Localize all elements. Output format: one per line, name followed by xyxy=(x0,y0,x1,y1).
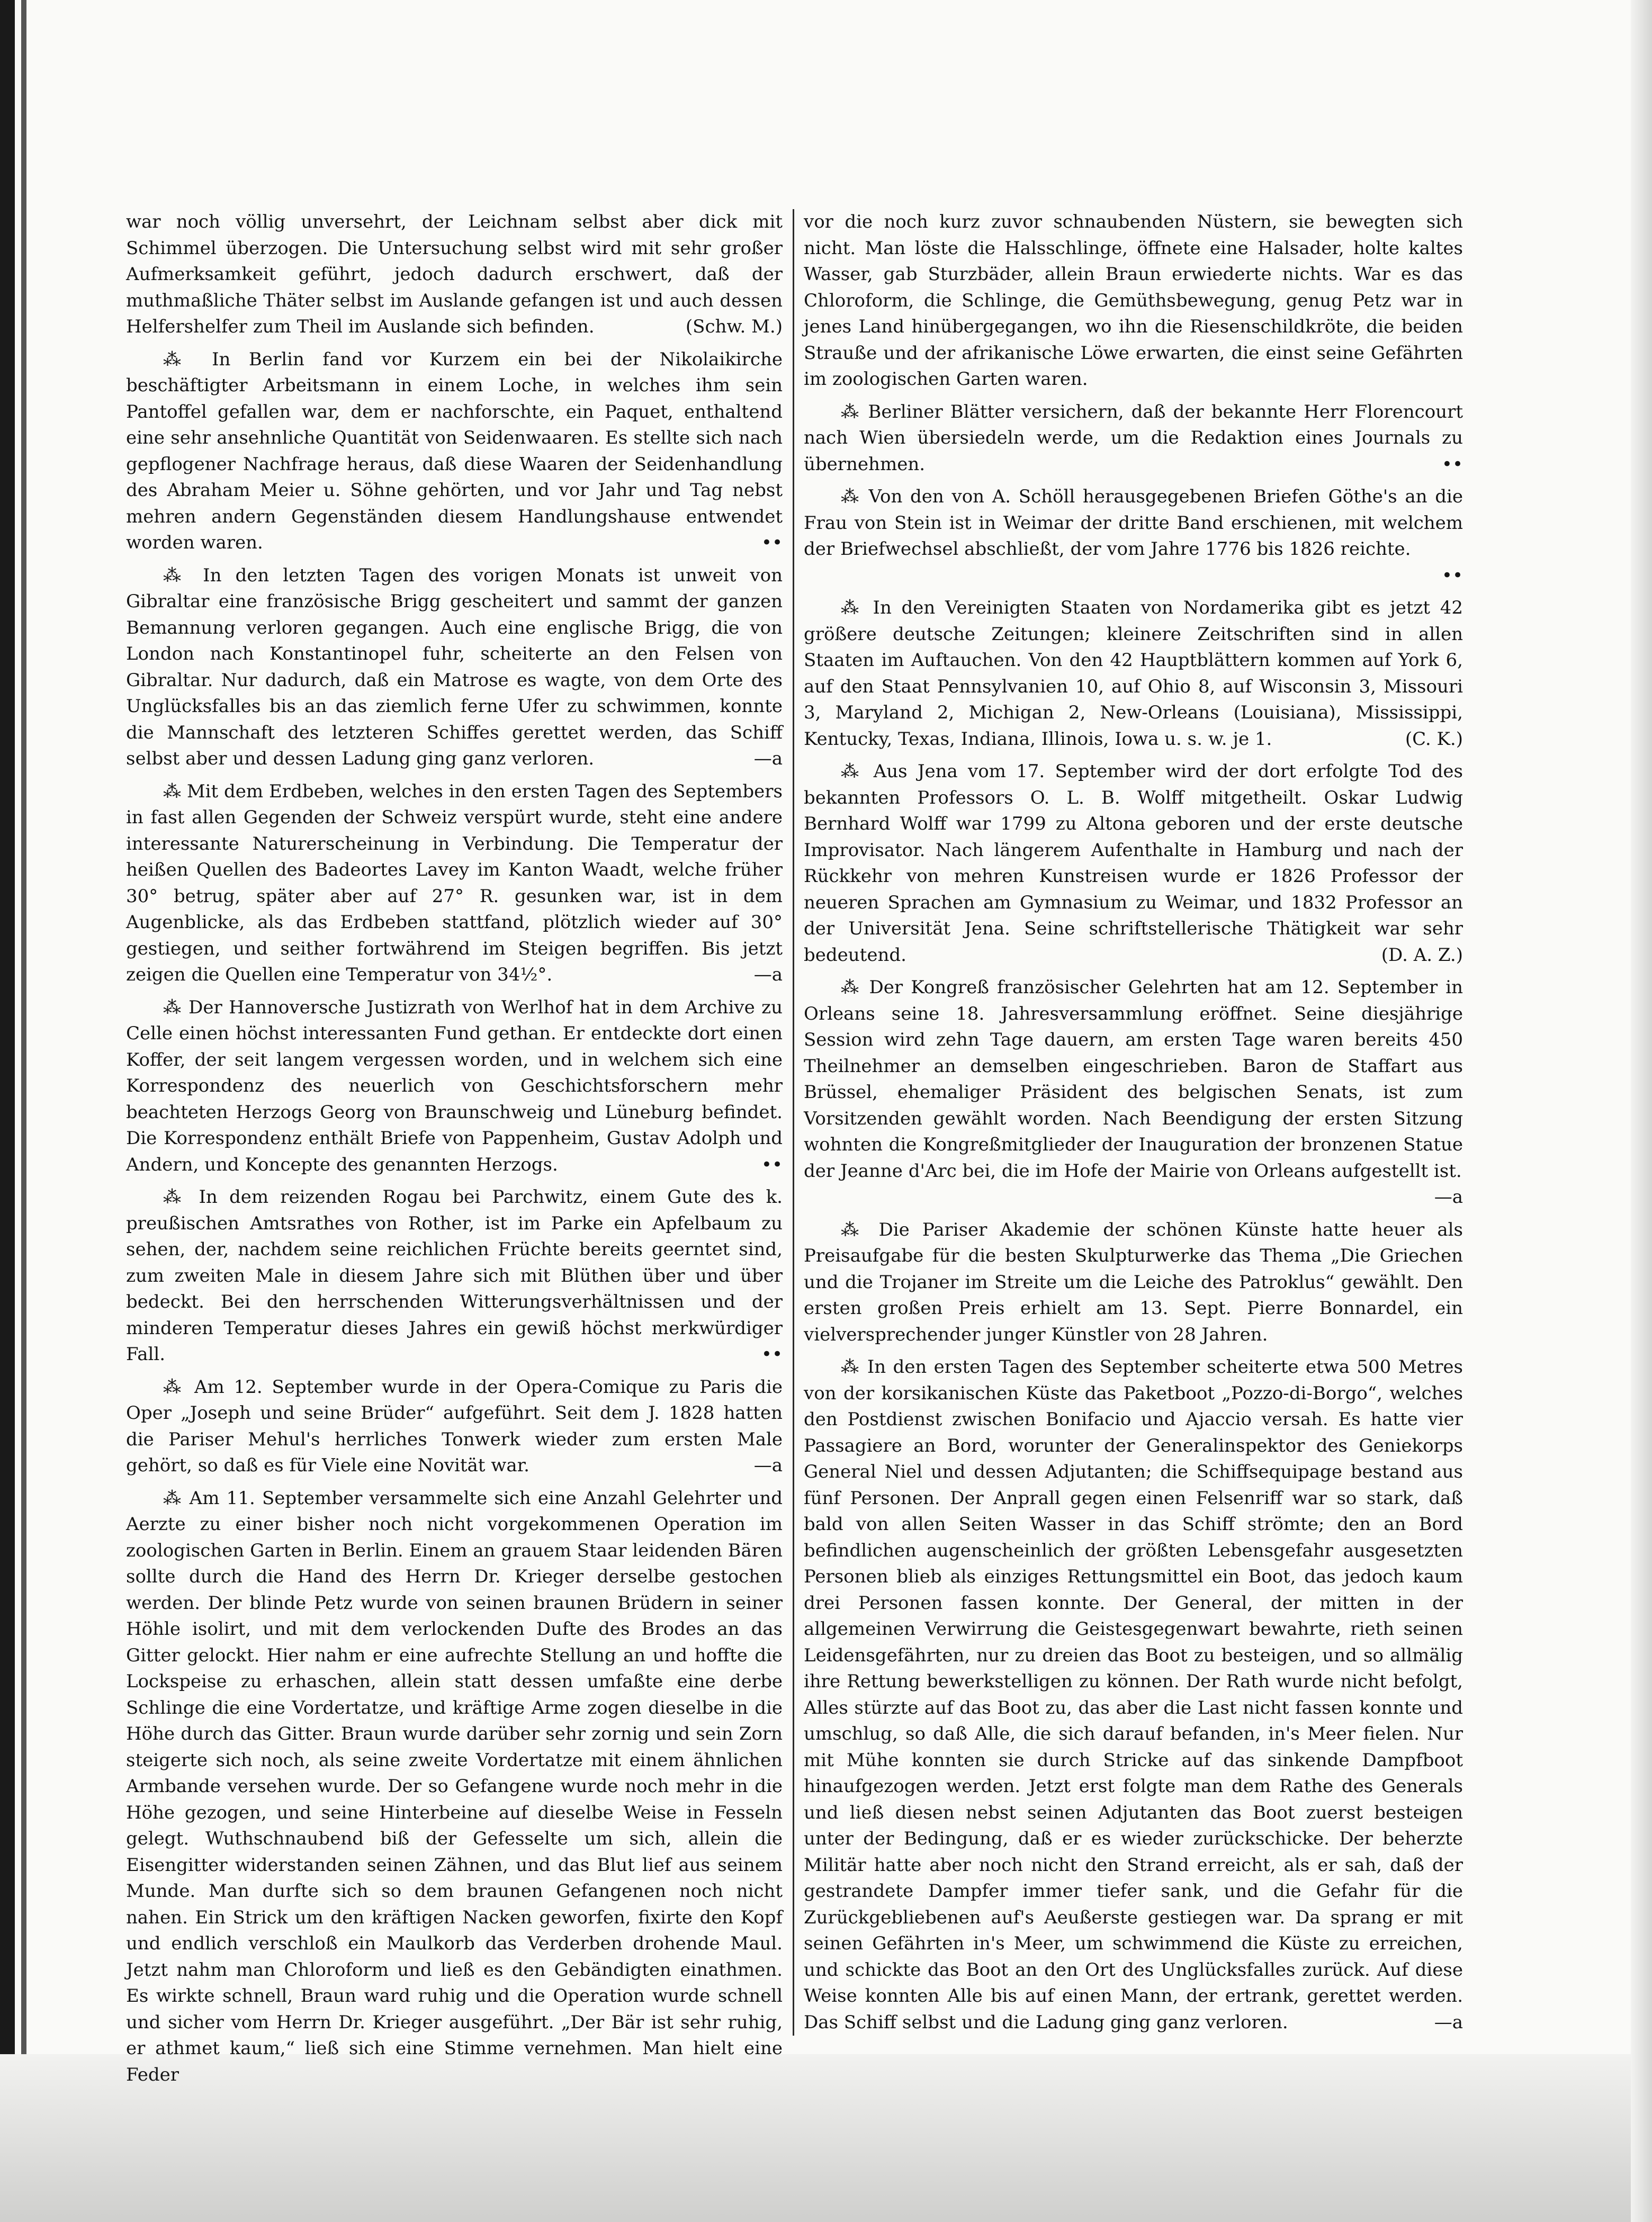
article-item xyxy=(804,399,1463,478)
scan-left-edge xyxy=(0,0,15,2222)
scan-right-shadow xyxy=(1631,0,1652,2222)
article-signature: —a xyxy=(1434,2011,1463,2033)
article-item xyxy=(126,995,783,1179)
right-column xyxy=(804,209,1463,2042)
article-text: ⁂ Von den von A. Schöll herausgegebenen Briefen Göthe's an die Frau von Stein ist in Weimar der dritte Band erschienen, mit welchem der Briefwechsel abschließt, der vom Jahre 1776 bis 1826 reichte. xyxy=(804,486,1463,560)
article-text: ⁂ Aus Jena vom 17. September wird der dort erfolgte Tod des bekannten Professors O. L. B. Wolff mitgetheilt. Oskar Ludwig Bernhard Wolff war 1799 zu Altona geboren und der erste deutsche Improvisator. Nach längerem Aufenthalte in Hamburg und nach der Rückkehr von mehren Kunstreisen wurde er 1826 Professor der neueren Sprachen am Gymnasium zu Weimar, und 1832 Professor an der Universität Jena. Seine schriftstellerische Thätigkeit war sehr bedeutend. xyxy=(804,761,1463,966)
article-item xyxy=(126,1374,783,1479)
article-signature: •• xyxy=(1441,453,1463,475)
article-item xyxy=(126,563,783,772)
article-text: ⁂ Berliner Blätter versichern, daß der bekannte Herr Florencourt nach Wien übersiedeln werde, um die Redaktion eines Journals zu übernehmen. xyxy=(804,401,1463,475)
article-item xyxy=(126,347,783,556)
article-signature: (C. K.) xyxy=(1405,728,1463,750)
article-item xyxy=(804,1217,1463,1348)
article-item xyxy=(126,209,783,340)
article-signature: —a xyxy=(753,964,783,985)
article-text: ⁂ In den letzten Tagen des vorigen Monats ist unweit von Gibraltar eine französische Brigg gescheitert und sammt der ganzen Bemannung verloren gegangen. Auch eine englische Brigg, die von London nach Konstantinopel fuhr, scheiterte an den Felsen von Gibraltar. Nur dadurch, daß ein Matrose es wagte, von dem Orte des Unglücksfalles bis an das ziemlich ferne Ufer zu schwimmen, konnte die Mannschaft des letzteren Schiffes gerettet werden, das Schiff selbst aber und dessen Ladung ging ganz verloren. xyxy=(126,564,783,769)
article-text: ⁂ In Berlin fand vor Kurzem ein bei der Nikolaikirche beschäftigter Arbeitsmann in einem Loche, in welches ihm sein Pantoffel gefallen war, dem er nachforschte, ein Paquet, enthaltend eine sehr ansehnliche Quantität von Seidenwaaren. Es stellte sich nach gepflogener Nachfrage heraus, daß diese Waaren der Seidenhandlung des Abraham Meier u. Söhne gehörten, und vor Jahr und Tag nebst mehren andern Gegenständen diesem Handlungshause entwendet worden waren. xyxy=(126,348,783,553)
article-item xyxy=(804,975,1463,1211)
article-item xyxy=(804,484,1463,589)
article-text: ⁂ Der Hannoversche Justizrath von Werlhof hat in dem Archive zu Celle einen höchst interessanten Fund gethan. Er entdeckte dort einen Koffer, der seit langem vergessen worden, und in welchem sich eine Korrespondenz des neuerlich von Geschichtsforschern mehr beachteten Herzogs Georg von Braunschweig und Lüneburg befindet. Die Korrespondenz enthält Briefe von Pappenheim, Gustav Adolph und Andern, und Koncepte des genannten Herzogs. xyxy=(126,996,783,1175)
article-text: ⁂ Die Pariser Akademie der schönen Künste hatte heuer als Preisaufgabe für die besten Skulpturwerke das Thema „Die Griechen und die Trojaner im Streite um die Leiche des Patroklus“ gewählt. Den ersten großen Preis erhielt am 13. Sept. Pierre Bonnardel, ein vielversprechender junger Künstler von 28 Jahren. xyxy=(804,1219,1463,1345)
article-text: ⁂ Mit dem Erdbeben, welches in den ersten Tagen des Septembers in fast allen Gegenden der Schweiz verspürt wurde, steht eine andere interessante Naturerscheinung in Verbindung. Die Temperatur der heißen Quellen des Badeortes Lavey im Kanton Waadt, welche früher 30° betrug, später aber auf 27° R. gesunken war, ist in dem Augenblicke, als das Erdbeben stattfand, plötzlich wieder auf 30° gestiegen, und seither fortwährend im Steigen begriffen. Bis jetzt zeigen die Quellen eine Temperatur von 34½°. xyxy=(126,780,783,985)
article-signature: —a xyxy=(753,748,783,769)
article-item xyxy=(804,759,1463,968)
article-text: ⁂ In dem reizenden Rogau bei Parchwitz, einem Gute des k. preußischen Amtsrathes von Rother, ist im Parke ein Apfelbaum zu sehen, der, nachdem seine reichlichen Früchte bereits geerntet sind, zum zweiten Male in diesem Jahre sich mit Blüthen über und über bedeckt. Bei den herrschenden Witterungsverhältnissen und der minderen Temperatur dieses Jahres ein gewiß höchst merkwürdiger Fall. xyxy=(126,1186,783,1365)
article-item xyxy=(126,1486,783,2089)
article-signature: —a xyxy=(1434,1186,1463,1208)
column-divider xyxy=(793,209,794,2036)
article-signature: •• xyxy=(761,1344,783,1365)
article-item xyxy=(804,1354,1463,2036)
article-signature: (Schw. M.) xyxy=(685,316,783,337)
article-text: ⁂ Der Kongreß französischer Gelehrten hat am 12. September in Orleans seine 18. Jahresversammlung eröffnet. Seine diesjährige Session wird zehn Tage dauern, am ersten Tage waren bereits 450 Theilnehmer an demselben eingeschrieben. Baron de Staffart aus Brüssel, ehemaliger Präsident des belgischen Senats, ist zum Vorsitzenden gewählt worden. Nach Beendigung der ersten Sitzung wohnten die Kongreßmitglieder der Inauguration der bronzenen Statue der Jeanne d'Arc bei, die im Hofe der Mairie von Orleans aufgestellt ist. xyxy=(804,977,1463,1182)
article-text: ⁂ In den Vereinigten Staaten von Nordamerika gibt es jetzt 42 größere deutsche Zeitungen; kleinere Zeitschriften sind in allen Staaten im Auftauchen. Von den 42 Hauptblättern kommen auf York 6, auf den Staat Pennsylvanien 10, auf Ohio 8, auf Wisconsin 3, Missouri 3, Maryland 2, Michigan 2, New-Orleans (Louisiana), Mississippi, Kentucky, Texas, Indiana, Illinois, Iowa u. s. w. je 1. xyxy=(804,597,1463,750)
left-column xyxy=(126,209,783,2094)
article-signature: •• xyxy=(1441,564,1463,586)
article-signature: •• xyxy=(761,532,783,553)
article-text: vor die noch kurz zuvor schnaubenden Nüstern, sie bewegten sich nicht. Man löste die Halsschlinge, öffnete eine Halsader, holte kaltes Wasser, gab Sturzbäder, allein Braun erwiederte nichts. War es das Chloroform, die Schlinge, die Gemüthsbewegung, genug Petz war in jenes Land hinübergegangen, wo ihn die Riesenschildkröte, die beiden Strauße und der afrikanische Löwe erwarten, die einst seine Gefährten im zoologischen Garten waren. xyxy=(804,211,1463,390)
article-item xyxy=(126,1184,783,1368)
article-text: ⁂ Am 11. September versammelte sich eine Anzahl Gelehrter und Aerzte zu einer bisher noch nicht vorgekommenen Operation im zoologischen Garten in Berlin. Einem an grauem Staar leidenden Bären sollte durch die Hand des Herrn Dr. Krieger derselbe gestochen werden. Der blinde Petz wurde von seinen braunen Brüdern in seiner Höhle isolirt, und mit dem verlockenden Dufte des Brodes an das Gitter gelockt. Hier nahm er eine aufrechte Stellung an und hoffte die Lockspeise zu erhaschen, allein statt dessen umfaßte eine derbe Schlinge die eine Vordertatze, und kräftige Arme zogen dieselbe in die Höhe durch das Gitter. Braun wurde darüber sehr zornig und sein Zorn steigerte sich noch, als seine zweite Vordertatze mit einem ähnlichen Armbande versehen wurde. Der so Gefangene wurde noch mehr in die Höhe gezogen, und seine Hinterbeine auf dieselbe Weise in Fesseln gelegt. Wuthschnaubend biß der Gefesselte um sich, allein die Eisengitter widerstanden seinen Zähnen, und das Blut lief aus seinem Munde. Man durfte sich so dem braunen Gefangenen noch nicht nahen. Ein Strick um den kräftigen Nacken geworfen, fixirte den Kopf und endlich verschloß ein Maulkorb das Verderben drohende Maul. Jetzt nahm man Chloroform und ließ es den Gebändigten einathmen. Es wirkte schnell, Braun ward ruhig und die Operation wurde schnell und sicher vom Herrn Dr. Krieger ausgeführt. „Der Bär ist sehr ruhig, er athmet kaum,“ ließ sich eine Stimme vernehmen. Man hielt eine Feder xyxy=(126,1487,783,2085)
article-signature: (D. A. Z.) xyxy=(1381,944,1463,966)
article-text: ⁂ Am 12. September wurde in der Opera-Comique zu Paris die Oper „Joseph und seine Brüder“ aufgeführt. Seit dem J. 1828 hatten die Pariser Mehul's herrliches Tonwerk wieder zum ersten Male gehört, so daß es für Viele eine Novität war. xyxy=(126,1376,783,1476)
article-signature: •• xyxy=(761,1154,783,1175)
article-text: war noch völlig unversehrt, der Leichnam selbst aber dick mit Schimmel überzogen. Die Untersuchung selbst wird mit sehr großer Aufmerksamkeit geführt, jedoch dadurch erschwert, daß der muthmaßliche Thäter selbst im Auslande gefangen ist und auch dessen Helfershelfer zum Theil im Auslande sich befinden. xyxy=(126,211,783,337)
article-item xyxy=(126,779,783,988)
scan-left-edge-line xyxy=(21,0,26,2222)
article-item xyxy=(804,209,1463,393)
article-signature: —a xyxy=(753,1455,783,1476)
article-item xyxy=(804,595,1463,752)
article-text: ⁂ In den ersten Tagen des September scheiterte etwa 500 Metres von der korsikanischen Küste das Paketboot „Pozzo-di-Borgo“, welches den Postdienst zwischen Bonifacio und Ajaccio versah. Es hatte vier Passagiere an Bord, worunter der Generalinspektor des Geniekorps General Niel und dessen Adjutanten; die Schiffsequipage bestand aus fünf Personen. Der Anprall gegen einen Felsenriff war so stark, daß bald von allen Seiten Wasser in das Schiff strömte; den an Bord befindlichen augenscheinlich der größten Lebensgefahr ausgesetzten Personen blieb als einziges Rettungsmittel ein Boot, das jedoch kaum drei Personen fassen konnte. Der General, der mitten in der allgemeinen Verwirrung die Geistesgegenwart bewahrte, rieth seinen Leidensgefährten, nur zu dreien das Boot zu besteigen, und so allmälig ihre Rettung bewerkstelligen zu können. Der Rath wurde nicht befolgt, Alles stürzte auf das Boot zu, das aber die Last nicht fassen konnte und umschlug, so daß Alle, die sich darauf befanden, in's Meer fielen. Nur mit Mühe konnten sie durch Stricke auf das sinkende Dampfboot hinaufgezogen werden. Jetzt erst folgte man dem Rathe des Generals und ließ diesen nebst seinen Adjutanten das Boot zuerst besteigen unter der Bedingung, daß er es wieder zurückschicke. Der beherzte Militär hatte aber noch nicht den Strand erreicht, als er sah, daß der gestrandete Dampfer immer tiefer sank, und die Gefahr für die Zurückgebliebenen auf's Aeußerste gestiegen war. Da sprang er mit seinen Gefährten in's Meer, um schwimmend die Küste zu erreichen, und schickte das Boot an den Ort des Unglücksfalles zurück. Auf diese Weise konnten Alle bis auf einen Mann, der ertrank, gerettet werden. Das Schiff selbst und die Ladung ging ganz verloren. xyxy=(804,1356,1463,2033)
